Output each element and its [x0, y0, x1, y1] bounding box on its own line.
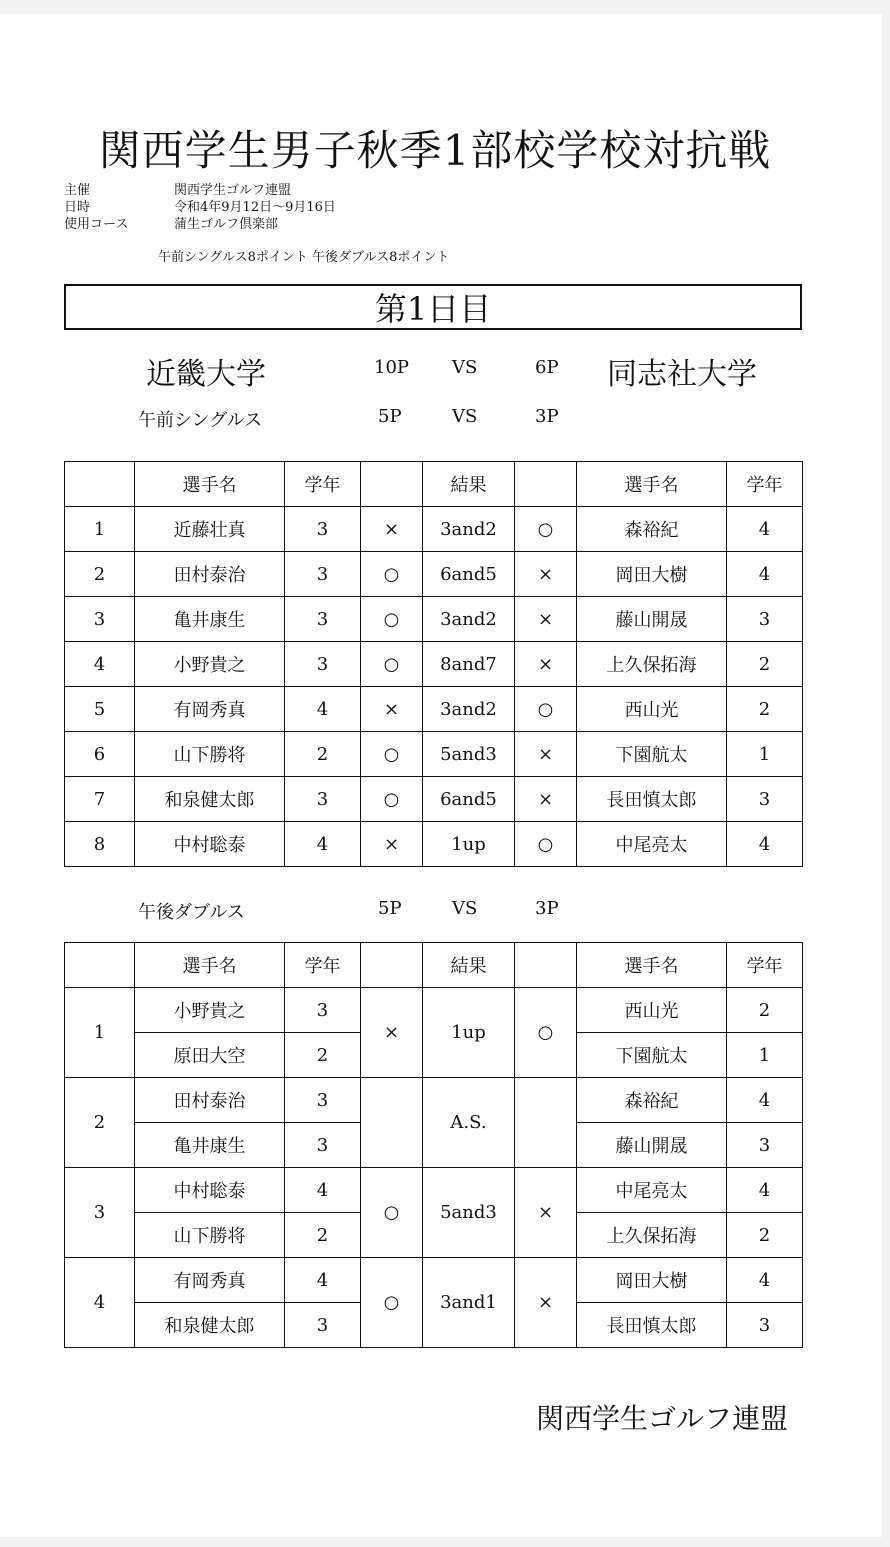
- mark-cell: ○: [361, 642, 423, 687]
- page-title: 関西学生男子秋季1部校学校対抗戦: [98, 126, 772, 175]
- date-value: 令和4年9月12日～9月16日: [174, 200, 336, 215]
- result-cell: 3and2: [423, 507, 515, 552]
- player-name-cell: 有岡秀真: [135, 1258, 285, 1303]
- player-name-cell: 上久保拓海: [577, 1213, 727, 1258]
- header-cell: 結果: [423, 943, 515, 988]
- header-cell: [515, 462, 577, 507]
- grade-cell: 3: [285, 1303, 361, 1348]
- mark-cell: ×: [361, 988, 423, 1078]
- player-name-cell: 山下勝将: [135, 732, 285, 777]
- mark-cell: [361, 1078, 423, 1168]
- grade-cell: 4: [285, 1168, 361, 1213]
- header-cell: 選手名: [577, 943, 727, 988]
- course-value: 蒲生ゴルフ倶楽部: [174, 217, 279, 232]
- grade-cell: 1: [727, 1033, 803, 1078]
- date-label: 日時: [64, 200, 91, 215]
- singles-vs: VS: [452, 406, 478, 427]
- player-name-cell: 森裕紀: [577, 1078, 727, 1123]
- grade-cell: 4: [285, 1258, 361, 1303]
- total-left: 10P: [374, 357, 410, 378]
- table-row: [65, 507, 803, 552]
- table-row: [65, 1078, 803, 1123]
- no-cell: 3: [65, 1168, 135, 1258]
- format-note: 午前シングルス8ポイント 午後ダブルス8ポイント: [158, 250, 450, 265]
- player-name-cell: 小野貴之: [135, 988, 285, 1033]
- footer-organizer: 関西学生ゴルフ連盟: [536, 1402, 789, 1435]
- doubles-right-points: 3P: [535, 898, 559, 919]
- header-cell: 選手名: [577, 462, 727, 507]
- day-heading: 第1日目: [64, 284, 802, 330]
- player-name-cell: 長田慎太郎: [577, 777, 727, 822]
- player-name-cell: 森裕紀: [577, 507, 727, 552]
- mark-cell: ×: [515, 1258, 577, 1348]
- total-right: 6P: [535, 357, 559, 378]
- header-cell: 選手名: [135, 462, 285, 507]
- mark-cell: ○: [361, 597, 423, 642]
- grade-cell: 4: [727, 507, 803, 552]
- mark-cell: ×: [361, 507, 423, 552]
- mark-cell: ○: [361, 732, 423, 777]
- grade-cell: 2: [727, 988, 803, 1033]
- singles-label: 午前シングルス: [138, 410, 263, 431]
- grade-cell: 1: [727, 732, 803, 777]
- table-header-row: [65, 943, 803, 988]
- grade-cell: 3: [727, 777, 803, 822]
- player-name-cell: 亀井康生: [135, 597, 285, 642]
- header-cell: 学年: [727, 943, 803, 988]
- mark-cell: ×: [515, 777, 577, 822]
- no-cell: 1: [65, 988, 135, 1078]
- table-row: [65, 988, 803, 1033]
- grade-cell: 2: [727, 1213, 803, 1258]
- mark-cell: ○: [515, 507, 577, 552]
- mark-cell: ○: [361, 552, 423, 597]
- grade-cell: 3: [285, 552, 361, 597]
- player-name-cell: 和泉健太郎: [135, 777, 285, 822]
- total-vs: VS: [452, 357, 478, 378]
- player-name-cell: 原田大空: [135, 1033, 285, 1078]
- singles-right-points: 3P: [535, 406, 559, 427]
- table-row: [65, 552, 803, 597]
- table-row: [65, 1258, 803, 1303]
- table-row: [65, 687, 803, 732]
- header-cell: [361, 462, 423, 507]
- no-cell: 2: [65, 1078, 135, 1168]
- player-name-cell: 田村泰治: [135, 1078, 285, 1123]
- player-name-cell: 上久保拓海: [577, 642, 727, 687]
- player-name-cell: 小野貴之: [135, 642, 285, 687]
- doubles-label: 午後ダブルス: [138, 902, 245, 923]
- result-cell: 3and2: [423, 687, 515, 732]
- player-name-cell: 中尾亮太: [577, 822, 727, 867]
- header-cell: 学年: [285, 462, 361, 507]
- grade-cell: 3: [285, 1078, 361, 1123]
- grade-cell: 3: [285, 597, 361, 642]
- grade-cell: 3: [727, 1303, 803, 1348]
- mark-cell: ×: [515, 552, 577, 597]
- header-cell: 選手名: [135, 943, 285, 988]
- header-cell: 学年: [285, 943, 361, 988]
- mark-cell: ×: [515, 1168, 577, 1258]
- result-cell: 5and3: [423, 1168, 515, 1258]
- grade-cell: 2: [285, 1213, 361, 1258]
- player-name-cell: 下園航太: [577, 732, 727, 777]
- grade-cell: 3: [727, 1123, 803, 1168]
- mark-cell: ×: [515, 597, 577, 642]
- grade-cell: 4: [285, 687, 361, 732]
- grade-cell: 3: [727, 597, 803, 642]
- no-cell: 2: [65, 552, 135, 597]
- grade-cell: 3: [285, 777, 361, 822]
- mark-cell: ○: [361, 1258, 423, 1348]
- organizer-label: 主催: [64, 183, 91, 198]
- player-name-cell: 岡田大樹: [577, 1258, 727, 1303]
- grade-cell: 4: [727, 1078, 803, 1123]
- player-name-cell: 西山光: [577, 988, 727, 1033]
- player-name-cell: 中尾亮太: [577, 1168, 727, 1213]
- event-info: [64, 182, 450, 265]
- header-cell: 結果: [423, 462, 515, 507]
- player-name-cell: 和泉健太郎: [135, 1303, 285, 1348]
- grade-cell: 2: [727, 687, 803, 732]
- grade-cell: 3: [285, 1123, 361, 1168]
- player-name-cell: 西山光: [577, 687, 727, 732]
- grade-cell: 3: [285, 988, 361, 1033]
- mark-cell: ×: [515, 642, 577, 687]
- grade-cell: 3: [285, 507, 361, 552]
- result-cell: A.S.: [423, 1078, 515, 1168]
- no-cell: 8: [65, 822, 135, 867]
- doubles-table: [64, 942, 803, 1348]
- grade-cell: 4: [727, 1258, 803, 1303]
- table-row: [65, 777, 803, 822]
- player-name-cell: 藤山開晟: [577, 1123, 727, 1168]
- result-cell: 8and7: [423, 642, 515, 687]
- grade-cell: 2: [727, 642, 803, 687]
- no-cell: 1: [65, 507, 135, 552]
- singles-left-points: 5P: [378, 406, 402, 427]
- mark-cell: ○: [361, 777, 423, 822]
- table-row: [65, 732, 803, 777]
- result-cell: 3and2: [423, 597, 515, 642]
- mark-cell: ○: [515, 988, 577, 1078]
- no-cell: 5: [65, 687, 135, 732]
- organizer-value: 関西学生ゴルフ連盟: [174, 183, 292, 198]
- player-name-cell: 岡田大樹: [577, 552, 727, 597]
- grade-cell: 4: [727, 822, 803, 867]
- mark-cell: ○: [515, 822, 577, 867]
- grade-cell: 4: [285, 822, 361, 867]
- table-row: [65, 597, 803, 642]
- grade-cell: 3: [285, 642, 361, 687]
- table-row: [65, 642, 803, 687]
- header-cell: [361, 943, 423, 988]
- no-cell: 6: [65, 732, 135, 777]
- doubles-vs: VS: [452, 898, 478, 919]
- player-name-cell: 藤山開晟: [577, 597, 727, 642]
- team-left: 近畿大学: [146, 357, 266, 392]
- grade-cell: 2: [285, 1033, 361, 1078]
- result-cell: 6and5: [423, 777, 515, 822]
- header-cell: [65, 943, 135, 988]
- table-header-row: [65, 462, 803, 507]
- grade-cell: 2: [285, 732, 361, 777]
- no-cell: 4: [65, 1258, 135, 1348]
- mark-cell: [515, 1078, 577, 1168]
- result-cell: 5and3: [423, 732, 515, 777]
- no-cell: 3: [65, 597, 135, 642]
- result-cell: 6and5: [423, 552, 515, 597]
- grade-cell: 4: [727, 552, 803, 597]
- table-row: [65, 1168, 803, 1213]
- result-cell: 1up: [423, 988, 515, 1078]
- doubles-left-points: 5P: [378, 898, 402, 919]
- header-cell: [515, 943, 577, 988]
- player-name-cell: 中村聡泰: [135, 1168, 285, 1213]
- mark-cell: ×: [515, 732, 577, 777]
- player-name-cell: 下園航太: [577, 1033, 727, 1078]
- header-cell: 学年: [727, 462, 803, 507]
- header-cell: [65, 462, 135, 507]
- result-cell: 1up: [423, 822, 515, 867]
- table-row: [65, 822, 803, 867]
- no-cell: 4: [65, 642, 135, 687]
- player-name-cell: 中村聡泰: [135, 822, 285, 867]
- player-name-cell: 長田慎太郎: [577, 1303, 727, 1348]
- player-name-cell: 山下勝将: [135, 1213, 285, 1258]
- mark-cell: ×: [361, 687, 423, 732]
- player-name-cell: 田村泰治: [135, 552, 285, 597]
- no-cell: 7: [65, 777, 135, 822]
- team-right: 同志社大学: [607, 357, 757, 392]
- player-name-cell: 亀井康生: [135, 1123, 285, 1168]
- course-label: 使用コース: [64, 217, 129, 232]
- player-name-cell: 近藤壮真: [135, 507, 285, 552]
- result-cell: 3and1: [423, 1258, 515, 1348]
- mark-cell: ○: [361, 1168, 423, 1258]
- singles-table: [64, 461, 803, 867]
- mark-cell: ×: [361, 822, 423, 867]
- mark-cell: ○: [515, 687, 577, 732]
- player-name-cell: 有岡秀真: [135, 687, 285, 732]
- grade-cell: 4: [727, 1168, 803, 1213]
